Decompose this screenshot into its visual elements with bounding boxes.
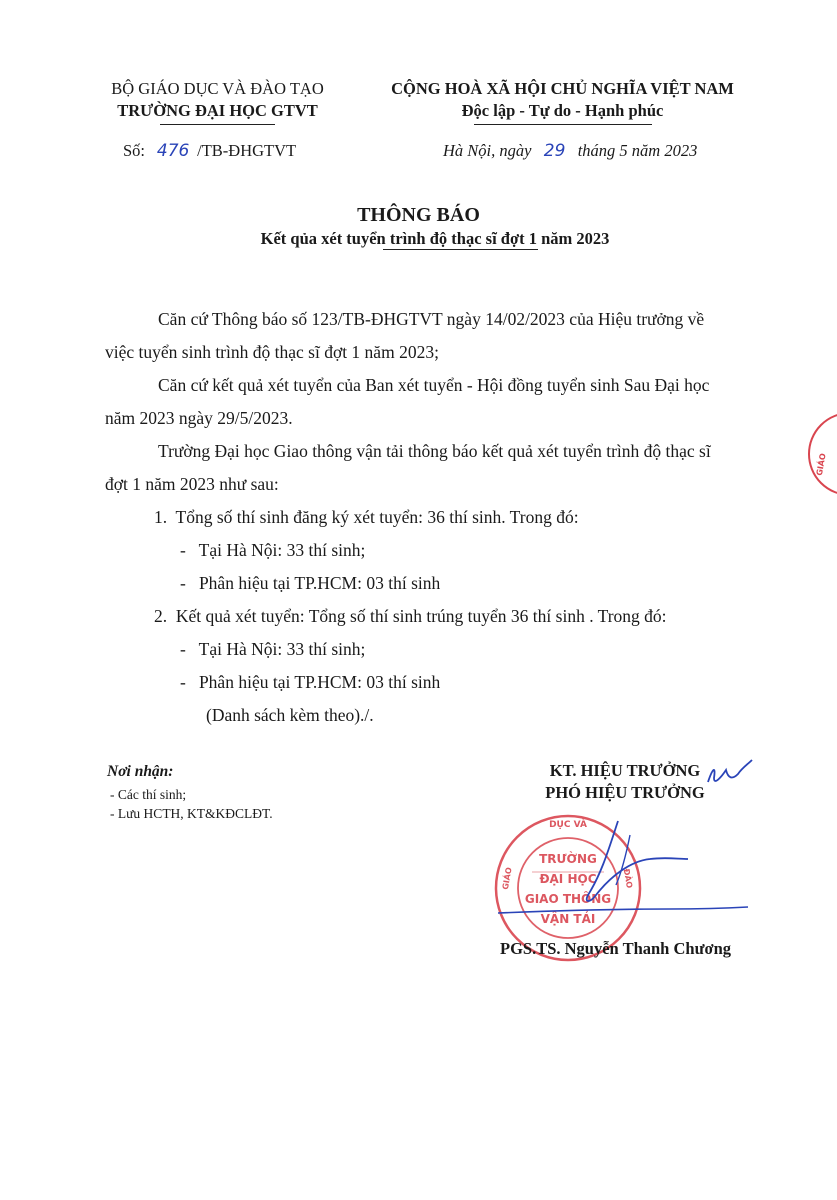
motto-underline <box>474 124 652 125</box>
date-suffix: tháng 5 năm 2023 <box>577 141 698 160</box>
list-item-2: 2. Kết quả xét tuyển: Tổng số thí sinh trúng tuyển 36 thí sinh . Trong đó: <box>154 606 667 626</box>
signer-name: PGS.TS. Nguyễn Thanh Chương <box>500 939 732 958</box>
paragraph-1-line-1: Căn cứ Thông báo số 123/TB-ĐHGTVT ngày 14/02/2023 của Hiệu trưởng về <box>158 309 705 329</box>
paragraph-2-line-1: Căn cứ kết quả xét tuyển của Ban xét tuyển - Hội đồng tuyển sinh Sau Đại học <box>158 375 710 395</box>
page-title: THÔNG BÁO <box>357 204 480 226</box>
stamp-line-2: ĐẠI HỌC <box>539 872 597 886</box>
recipient-item: - Lưu HCTH, KT&KĐCLĐT. <box>110 806 273 821</box>
ministry-name: BỘ GIÁO DỤC VÀ ĐÀO TẠO <box>111 79 324 98</box>
subtitle-underline <box>383 249 538 250</box>
list-item-1-sub-a: - Tại Hà Nội: 33 thí sinh; <box>180 540 366 560</box>
stamp-ring-right: ĐÀO <box>621 868 634 889</box>
stamp-ring-left: GIÁO <box>500 866 514 891</box>
signature-title-2: PHÓ HIỆU TRƯỞNG <box>545 783 705 802</box>
list-item-2-sub-a: - Tại Hà Nội: 33 thí sinh; <box>180 639 366 659</box>
page-subtitle: Kết qủa xét tuyển trình độ thạc sĩ đợt 1 năm 2023 <box>260 229 610 248</box>
attachment-note: (Danh sách kèm theo)./. <box>206 705 374 725</box>
paragraph-2-line-2: năm 2023 ngày 29/5/2023. <box>105 408 293 428</box>
university-underline <box>160 124 275 125</box>
edge-stamp-text: GIÁO <box>814 452 828 477</box>
paragraph-3-line-2: đợt 1 năm 2023 như sau: <box>105 474 279 494</box>
paragraph-1-line-2: việc tuyển sinh trình độ thạc sĩ đợt 1 năm 2023; <box>105 342 439 362</box>
list-item-2-sub-b: - Phân hiệu tại TP.HCM: 03 thí sinh <box>180 672 441 692</box>
stamp-line-1: TRƯỜNG <box>539 852 597 866</box>
date-prefix: Hà Nội, ngày <box>443 141 532 160</box>
recipient-item: - Các thí sinh; <box>110 787 187 802</box>
stamp-ring-top: DỤC VÀ <box>549 820 587 830</box>
signature-title-1: KT. HIỆU TRƯỞNG <box>549 761 701 780</box>
recipients-label: Nơi nhận: <box>107 763 174 780</box>
motto: Độc lập - Tự do - Hạnh phúc <box>461 101 664 120</box>
doc-no-value: 476 <box>156 141 190 161</box>
list-item-1-sub-b: - Phân hiệu tại TP.HCM: 03 thí sinh <box>180 573 441 593</box>
doc-no-suffix: /TB-ĐHGTVT <box>197 141 297 160</box>
date-day: 29 <box>543 141 566 161</box>
university-name: TRƯỜNG ĐẠI HỌC GTVT <box>117 101 318 120</box>
document-number <box>123 140 296 162</box>
recipients-list <box>110 785 273 823</box>
list-item-1: 1. Tổng số thí sinh đăng ký xét tuyển: 36 thí sinh. Trong đó: <box>154 507 579 527</box>
document-date <box>443 140 697 162</box>
paragraph-3-line-1: Trường Đại học Giao thông vận tải thông báo kết quả xét tuyển trình độ thạc sĩ <box>158 441 711 461</box>
handwritten-signature <box>490 815 755 925</box>
initials-mark <box>704 756 754 790</box>
stamp-line-3: GIAO THÔNG <box>524 892 612 906</box>
stamp-line-4: VẬN TẢI <box>540 912 596 926</box>
country-name: CỘNG HOÀ XÃ HỘI CHỦ NGHĨA VIỆT NAM <box>391 79 734 98</box>
doc-no-label: Số: <box>123 141 146 160</box>
